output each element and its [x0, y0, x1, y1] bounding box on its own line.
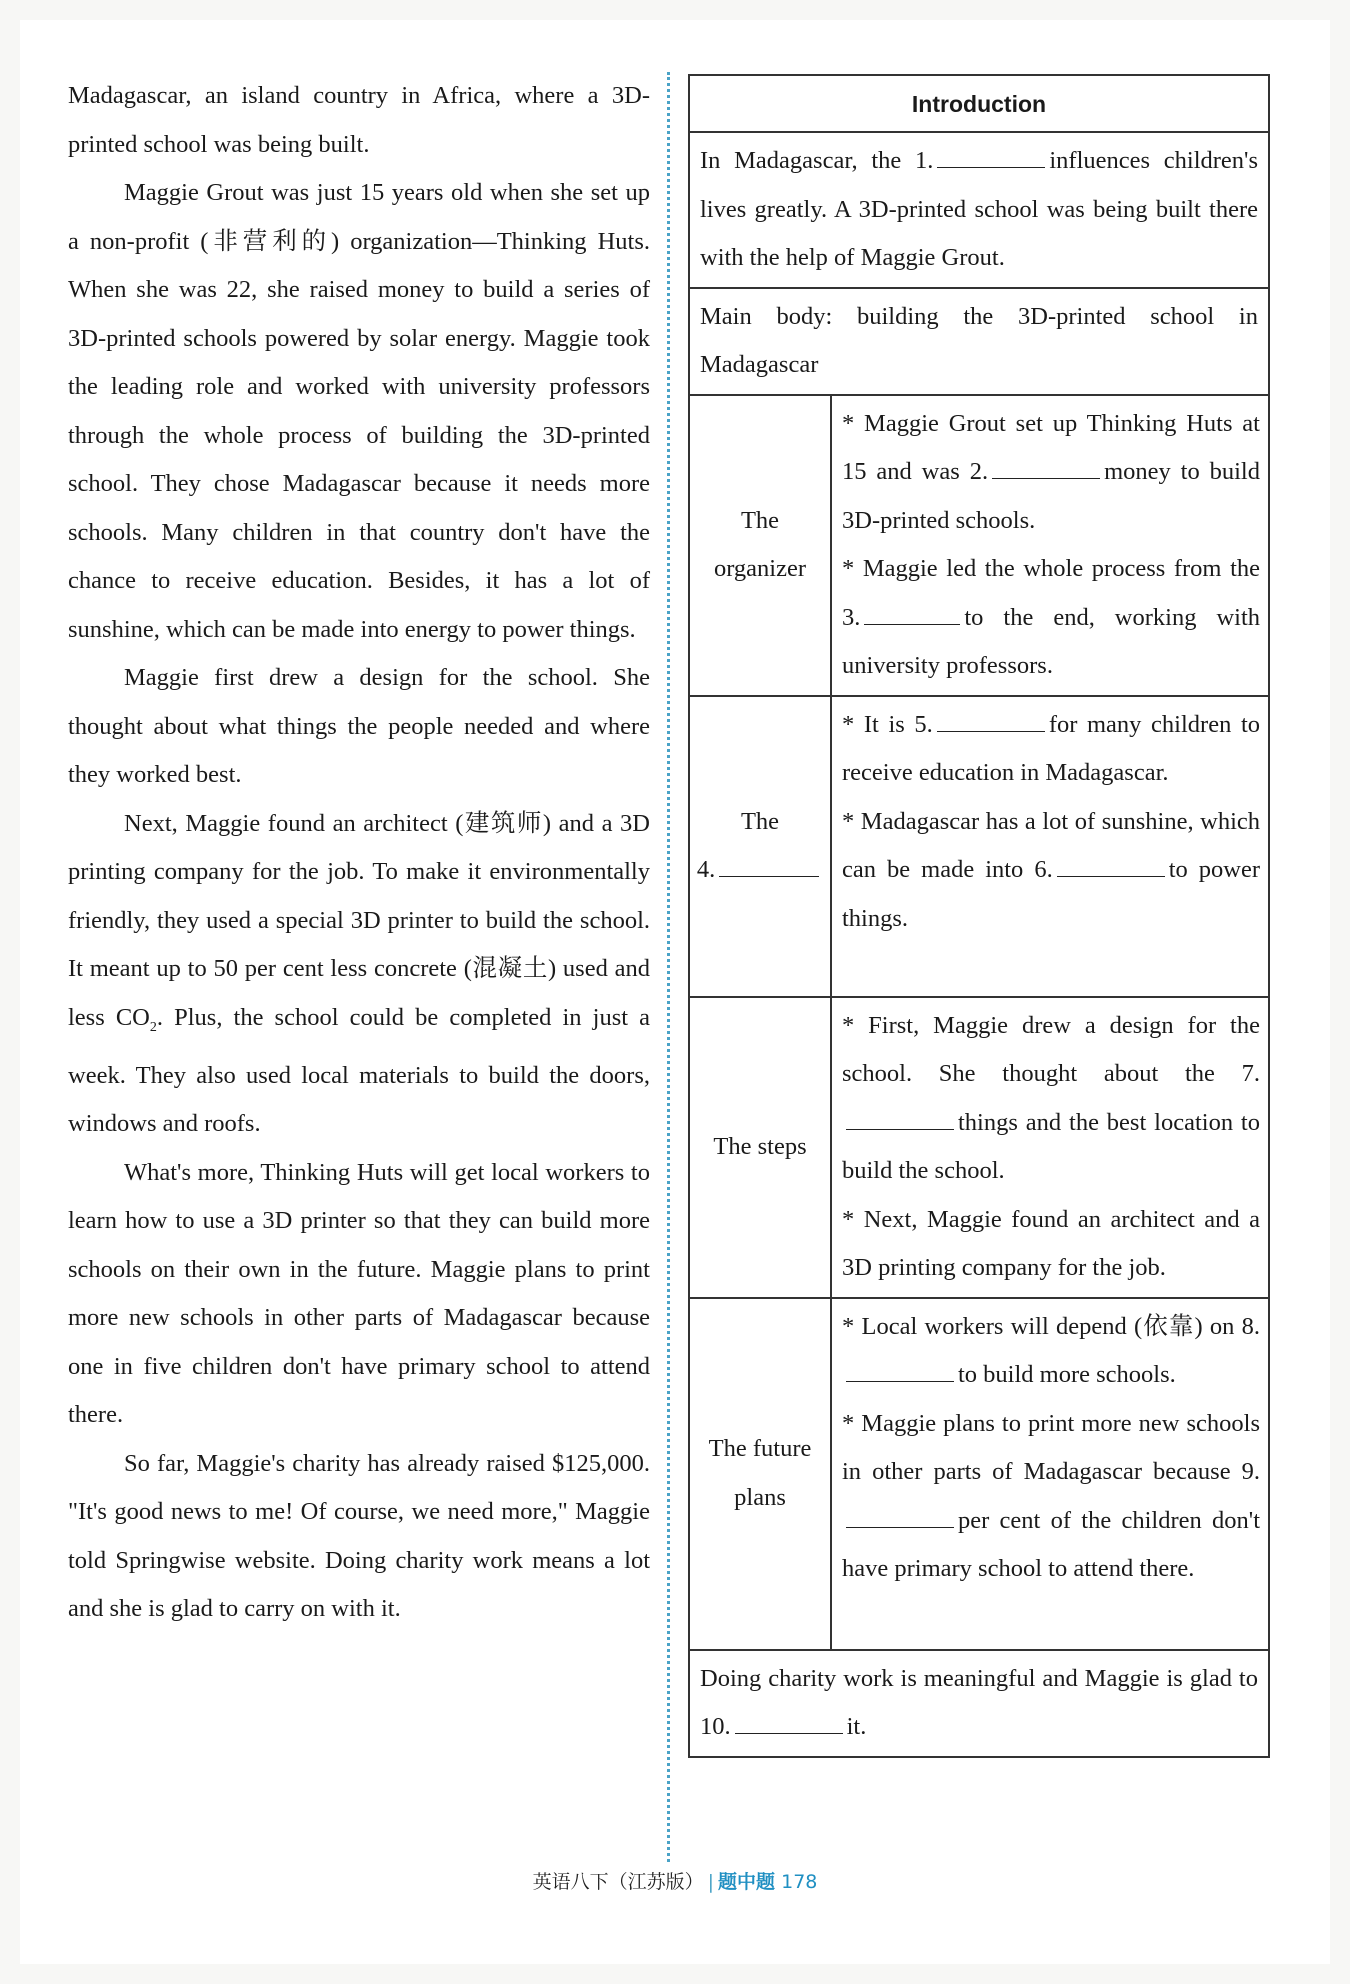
reason-line-2a: * Madagascar has a lot of sunshine, which can be made into 6. [842, 807, 1260, 883]
conclusion-row [690, 1651, 1268, 1756]
co2-subscript: 2 [149, 1019, 157, 1035]
organizer-row [690, 396, 1268, 697]
future-label: The future plans [690, 1299, 832, 1649]
page-number: 178 [781, 1871, 818, 1893]
steps-line-1b: things and the best location to build the school. [842, 1108, 1260, 1184]
future-line-1b: to build more schools. [958, 1361, 1176, 1388]
blank-7[interactable] [846, 1105, 954, 1130]
reading-passage [68, 72, 650, 1634]
page-footer [0, 1867, 1350, 1894]
organizer-content [832, 396, 1268, 695]
passage-paragraph-1: Madagascar, an island country in Africa, where a 3D-printed school was being built. [68, 82, 650, 158]
steps-label: The steps [690, 998, 832, 1297]
organizer-label: The organizer [690, 396, 832, 695]
organizer-line-1a: * Maggie Grout set up Thinking Huts at 15 and was 2. [842, 409, 1260, 485]
passage-paragraph-4 [68, 800, 650, 1149]
blank-2[interactable] [992, 454, 1100, 479]
main-body-row: Main body: building the 3D-printed school in Madagascar [690, 289, 1268, 396]
steps-line-2: * Next, Maggie found an architect and a 3D printing company for the job. [842, 1205, 1260, 1281]
blank-9[interactable] [846, 1503, 954, 1528]
steps-content [832, 998, 1268, 1297]
column-divider [667, 72, 670, 1862]
blank-8[interactable] [846, 1357, 954, 1382]
reason-label-b: 4. [696, 856, 716, 883]
passage-paragraph-2: Maggie Grout was just 15 years old when she set up a non-profit (非营利的) organization—Thinking Huts. When she was 22, she raised money to build a series of 3D-printed schools powered by solar energy. Maggie took the leading role and worked with university professors through the whole process of building the 3D-printed school. They chose Madagascar because it needs more schools. Many children in that country don't have the chance to receive education. Besides, it has a lot of sunshine, which can be made into energy to power things. [68, 179, 650, 643]
intro-text-a: In Madagascar, the 1. [700, 147, 934, 174]
blank-3[interactable] [864, 600, 960, 625]
footer-separator: | [707, 1871, 715, 1893]
intro-row [690, 133, 1268, 289]
organizer-line-2a: * Maggie led the whole process from the 3. [842, 555, 1260, 631]
steps-row [690, 998, 1268, 1299]
footer-brand: 题中题 [718, 1871, 776, 1893]
organizer-line-1b: money to build 3D-printed schools. [842, 458, 1260, 534]
blank-1[interactable] [937, 143, 1045, 168]
conclusion-text-a: Doing charity work is meaningful and Maggie is glad to 10. [700, 1664, 1258, 1740]
conclusion-text-b: it. [846, 1713, 867, 1740]
reason-line-1a: * It is 5. [842, 710, 933, 738]
blank-4[interactable] [719, 852, 819, 877]
future-line-1a: * Local workers will depend (依靠) on 8. [842, 1312, 1260, 1340]
table-title: Introduction [690, 76, 1268, 133]
future-content [832, 1299, 1268, 1649]
blank-10[interactable] [735, 1709, 843, 1734]
intro-text-b: influences children's lives greatly. A 3D-printed school was being built there with the help of Maggie Grout. [700, 147, 1258, 271]
passage-paragraph-4-part-a: Next, Maggie found an architect (建筑师) and a 3D printing company for the job. To make it environmentally friendly, they used a special 3D printer to build the school. It meant up to 50 per cent less concrete (混凝土) used and less CO [68, 809, 650, 1031]
reason-content [832, 697, 1268, 996]
future-line-2a: * Maggie plans to print more new schools in other parts of Madagascar because 9. [842, 1409, 1260, 1485]
blank-6[interactable] [1057, 852, 1165, 877]
reason-line-2b: to power things. [842, 856, 1260, 932]
blank-5[interactable] [937, 707, 1045, 732]
reason-label-a: The [740, 807, 780, 835]
passage-paragraph-3: Maggie first drew a design for the school. She thought about what things the people needed and where they worked best. [68, 664, 650, 788]
passage-paragraph-6: So far, Maggie's charity has already raised $125,000. "It's good news to me! Of course, we need more," Maggie told Springwise website. Doing charity work means a lot and she is glad to carry on with it. [68, 1449, 650, 1623]
organizer-line-2b: to the end, working with university professors. [842, 603, 1260, 679]
footer-book-title: 英语八下（江苏版） [532, 1871, 704, 1893]
summary-table [688, 74, 1270, 1758]
future-line-2b: per cent of the children don't have primary school to attend there. [842, 1506, 1260, 1582]
reason-row [690, 697, 1268, 998]
passage-paragraph-5: What's more, Thinking Huts will get local workers to learn how to use a 3D printer so that they can build more schools on their own in the future. Maggie plans to print more new schools in other parts of Madagascar because one in five children don't have primary school to attend there. [68, 1158, 650, 1429]
future-row [690, 1299, 1268, 1651]
passage-paragraph-4-part-b: . Plus, the school could be completed in just a week. They also used local materials to build the doors, windows and roofs. [68, 1003, 650, 1138]
reason-line-1b: for many children to receive education in Madagascar. [842, 710, 1261, 786]
steps-line-1a: * First, Maggie drew a design for the school. She thought about the 7. [842, 1011, 1260, 1087]
reason-label [690, 697, 832, 996]
